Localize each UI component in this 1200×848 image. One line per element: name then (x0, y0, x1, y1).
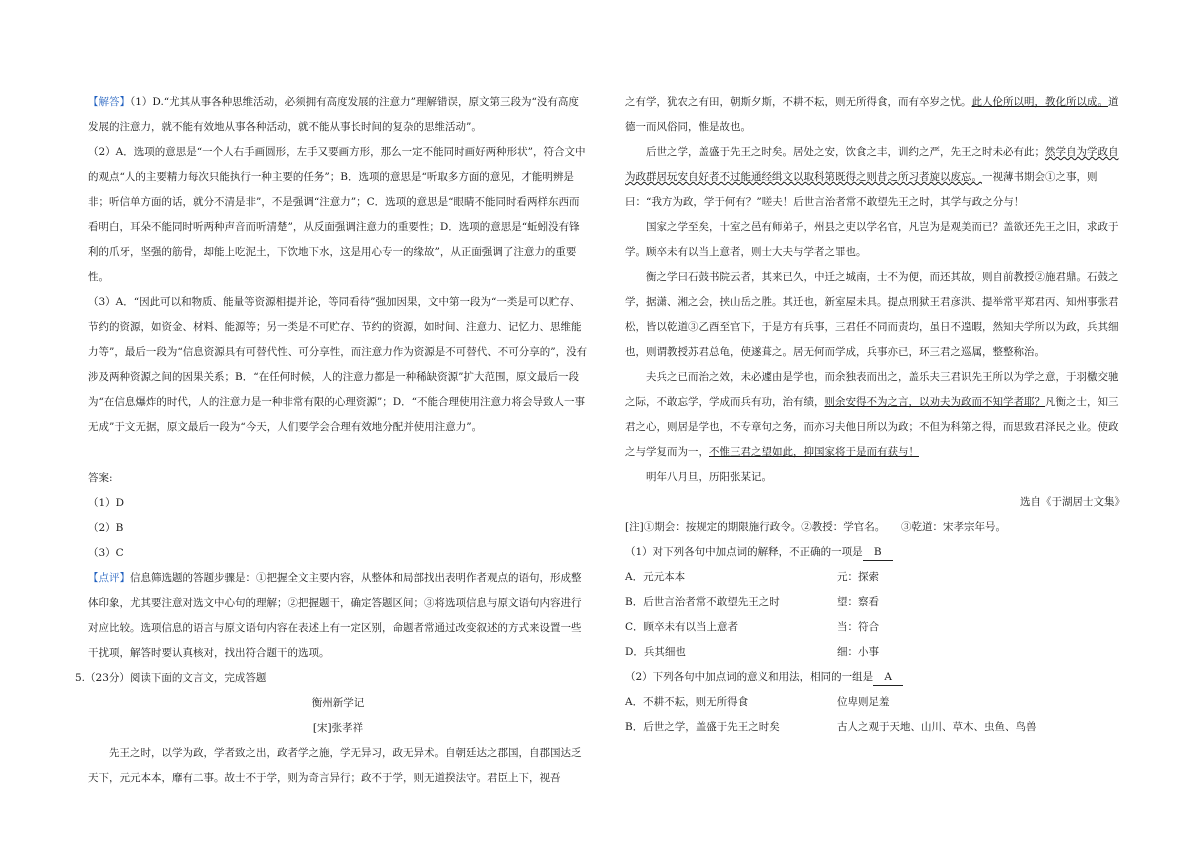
option-explanation: 望：察看 (837, 596, 879, 608)
option-explanation: 元：探索 (837, 571, 879, 583)
text-segment: 之有学，犹农之有田，朝斯夕斯，不耕不耘，则无所得食，而有卒岁之忧。 (625, 96, 972, 108)
option-explanation: 细：小事 (837, 646, 879, 658)
answer-item-2: （2）B (88, 522, 124, 534)
right-column (625, 90, 1125, 740)
answer-paragraph-1 (88, 90, 588, 140)
comment-text: 信息筛选题的答题步骤是：①把握全文主要内容，从整体和局部找出表明作者观点的语句，形成整体印象，尤其要注意对选文中心句的理解；②把握题干，确定答题区间；③将选项信息与原文语句内容进行对应比较。选项信息的语言与原文语句内容在表述上有一定区别，命题者常通过改变叙述的方式来设置一些干扰项，解答时要认真核对，找出符合题干的选项。 (88, 572, 582, 659)
option-sentence: B．后世言治者常不敢望先王之时 (625, 596, 780, 608)
question-2-stem (625, 665, 1125, 690)
essay-paragraph-1: 先王之时，以学为政，学者致之出，政者学之施，学无异习，政无异术。自朝廷达之郡国，自郡国达乏天下，元元本本，靡有二事。故士不于学，则为奇言异行；政不于学，则无道揆法守。君臣上下，视吾 (88, 747, 582, 784)
left-column (75, 90, 588, 791)
option-sentence: B．后世之学，盖盛于先王之时矣 (625, 721, 780, 733)
option-row (625, 590, 1125, 615)
underlined-sentence: 不惟三君之望如此，抑国家将于是而有获与！ (709, 446, 919, 458)
essay-paragraph-3: 国家之学至矣，十室之邑有师弟子，州县之吏以学名官，凡岂为是观美而已？盖欲还先王之旧，求政于学。顾卒未有以当上意者，则士大夫与学者之罪也。 (625, 221, 1119, 258)
question-5-heading (75, 666, 588, 691)
answer-blank: A (873, 669, 903, 686)
option-row (625, 690, 1125, 715)
option-sentence: D．兵其细也 (625, 646, 686, 658)
footnote: [注]①期会：按规定的期限施行政令。②教授：学官名。 ③乾道：宋孝宗年号。 (625, 521, 1006, 533)
question-number: 5. (75, 672, 86, 684)
underlined-sentence: 则余安得不为之言，以劝夫为政而不知学者耶？ (824, 396, 1045, 408)
option-row (625, 565, 1125, 590)
text-segment: 一视薄书期会①之事，则曰：“我方为政，学于何有？”嗟夫！后世言治者常不敢望先王之时，其学与政之分与！ (625, 171, 1098, 208)
option-row (625, 715, 1125, 740)
comment-tag: 【点评】 (88, 572, 130, 584)
answer-paragraph-3: （3）A．“因此可以和物质、能量等资源相提并论，等同看待”强加因果，文中第一段为“一类是可以贮存、节约的资源，如资金、材料、能源等；另一类是不可贮存、节约的资源，如时间、注意力、记忆力、思维能力等”，最后一段为“信息资源具有可替代性、可分享性，而注意力作为资源是不可替代、不可分享的”，没有涉及两种资源之间的因果关系；B．“在任何时候，人的注意力都是一种稀缺资源”扩大范围，原文最后一段为“在信息爆炸的时代，人的注意力是一种非常有限的心理资源”；D．“不能合理使用注意力将会导致人一事无成”于文无据，原文最后一段为“今天，人们要学会合理有效地分配并使用注意力”。 (88, 296, 588, 433)
essay-paragraph-5 (625, 365, 1125, 465)
spacer (88, 440, 588, 466)
option-explanation: 古人之观于天地、山川、草木、虫鱼、鸟兽 (837, 721, 1037, 733)
comment-paragraph (88, 566, 588, 666)
essay-source: 选自《于湖居士文集》 (1020, 496, 1125, 508)
text-segment: 道德一而风俗同，惟是故也。 (625, 96, 1119, 133)
option-sentence: A．不耕不耘，则无所得食 (625, 696, 749, 708)
question-5-text: （23分）阅读下面的文言文，完成答题 (85, 672, 267, 684)
essay-author: [宋]张孝祥 (312, 722, 364, 734)
option-sentence: A．元元本本 (625, 571, 686, 583)
answer-tag: 【解答】 (88, 96, 130, 108)
text-segment: 凡衡之士，知三君之心，则居是学也，不专章句之务，而亦习夫他日所以为政；不但为科第之得，而思致君泽民之业。使政之与学复而为一， (625, 396, 1119, 458)
essay-paragraph-1-cont (625, 90, 1125, 140)
text-segment: 后世之学，盖盛于先王之时矣。居处之安，饮食之丰，训约之严，先王之时未必有此； (646, 146, 1045, 158)
question-text: （2）下列各句中加点词的意义和用法，相同的一组是 (625, 671, 874, 683)
answer-item-1: （1）D (88, 497, 125, 509)
wavy-underlined-passage: 然学自为学政自为政群居玩安自好者不过能通经缉文以取科第既得之则昔之所习者旋以废忘。 (625, 146, 1119, 183)
question-text: （1）对下列各句中加点词的解释，不正确的一项是 (625, 546, 863, 558)
answers-label: 答案: (88, 472, 113, 484)
essay-date-line: 明年八月旦，历阳张某记。 (646, 471, 772, 483)
option-explanation: 当：符合 (837, 621, 879, 633)
option-row (625, 640, 1125, 665)
essay-paragraph-4: 衡之学曰石鼓书院云者，其来已久，中迁之城南，士不为便，而还其故，则自前教授②施君鼎。石鼓之学，据潇、湘之会，挟山岳之胜。其迁也，新室屋未具。提点刑狱王君彦洪、提举常平郑君丙、知州事张君松，皆以乾道③乙酉至官下，于是方有兵事，三君任不同而责均，虽日不遑暇，然知夫学所以为政，兵其细也，则谓教授苏君总龟，使遂葺之。居无何而学成，兵事亦已，环三君之巡属，整整称治。 (625, 271, 1119, 358)
option-row (625, 615, 1125, 640)
option-explanation: 位卑则足羞 (837, 696, 890, 708)
question-1-stem (625, 540, 1125, 565)
essay-paragraph-2 (625, 140, 1125, 215)
option-sentence: C．顾卒未有以当上意者 (625, 621, 739, 633)
answer-blank: B (863, 544, 893, 561)
underlined-sentence: 此人伦所以明，教化所以成。 (971, 96, 1108, 108)
text-segment: 夫兵之已而治之效，未必遽由是学也，而余独表而出之，盖乐夫三君识先王所以为学之意，于羽檄交驰之际，不敢忘学，学成而兵有功，治有绩， (625, 371, 1119, 408)
answer-paragraph-2: （2）A．选项的意思是“一个人右手画圆形，左手又要画方形，那么一定不能同时画好两种形状”，符合文中的观点“人的主要精力每次只能执行一种主要的任务”；B．选项的意思是“听取多方面的意见，才能明辨是非；听信单方面的话，就分不清是非”，不是强调“注意力”；C．选项的意思是“眼睛不能同时看两样东西而看明白，耳朵不能同时听两种声音而听清楚”，从反面强调注意力的重要性；D．选项的意思是“蚯蚓没有锋利的爪牙，坚强的筋骨，却能上吃泥土，下饮地下水，这是用心专一的缘故”，从正面强调了注意力的重要性。 (88, 146, 586, 283)
answer-text-1: （1）D.“尤其从事各种思维活动，必须拥有高度发展的注意力”理解错误，原文第三段为“没有高度发展的注意力，就不能有效地从事各种活动，就不能从事长时间的复杂的思维活动”。 (88, 96, 579, 133)
essay-title: 衡州新学记 (311, 697, 365, 709)
answer-item-3: （3）C (88, 547, 124, 559)
